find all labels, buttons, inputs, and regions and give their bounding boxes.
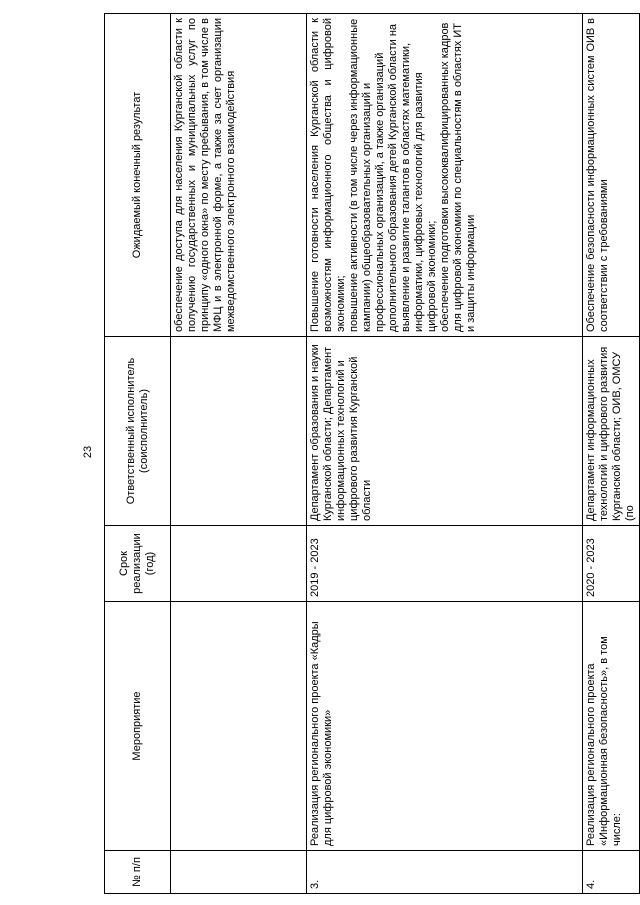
cell-num: 3. [307, 851, 583, 894]
rotated-table-wrapper [104, 14, 636, 894]
table-row [307, 14, 583, 894]
result-line: Повышение готовности населения Курганской области к возможностям информационного общества и цифровой экономики; [309, 18, 347, 332]
cell-num: 4. [583, 851, 640, 894]
cell-executor [171, 337, 307, 526]
header-num: № п/п [105, 851, 171, 894]
header-result: Ожидаемый конечный результат [105, 14, 171, 337]
header-term: Срок реализации (год) [105, 526, 171, 602]
header-activity: Мероприятие [105, 602, 171, 851]
cell-result: обеспечение доступа для населения Курганской области к получению государственных и муниципальных услуг по принципу «одного окна» по месту пребывания, в том числе в МФЦ и в электронной форме, а также за счет организации межведомственного электронного взаимодействия [171, 14, 307, 337]
cell-result: Обеспечение безопасности информационных систем ОИВ в соответствии с требованиями [583, 14, 640, 337]
cell-result [307, 14, 583, 337]
result-line: повышение активности (в том числе через информационные кампании) общеобразовательных организаций и профессиональных организаций, а также организаций дополнительного образования детей Курганской области на выявление и развитие талантов в областях математики, информатики, цифровых технологий для развития цифровой экономики; [348, 18, 438, 332]
plan-table [104, 13, 640, 894]
cell-term: 2020 - 2023 [583, 526, 640, 602]
header-executor: Ответственный исполнитель (соисполнитель) [105, 337, 171, 526]
table-row [583, 14, 640, 894]
cell-term: 2019 - 2023 [307, 526, 583, 602]
rotated-table-area [104, 14, 640, 889]
table-row [171, 14, 307, 894]
result-line: обеспечение подготовки высококвалифицированных кадров для цифровой экономики по специальностям в областях ИТ и защиты информации [439, 22, 477, 332]
page-number: 23 [82, 445, 94, 459]
cell-activity [171, 602, 307, 851]
cell-executor: Департамент информационных технологий и цифрового развития Курганской области; ОИВ, ОМСУ (по [583, 337, 640, 526]
cell-activity: Реализация регионального проекта «Информационная безопасность», в том числе: [583, 602, 640, 851]
cell-term [171, 526, 307, 602]
table-header-row [105, 14, 171, 894]
cell-executor: Департамент образования и науки Курганской области; Департамент информационных технологий и цифрового развития Курганской области [307, 337, 583, 526]
cell-activity: Реализация регионального проекта «Кадры для цифровой экономики» [307, 602, 583, 851]
cell-num [171, 851, 307, 894]
